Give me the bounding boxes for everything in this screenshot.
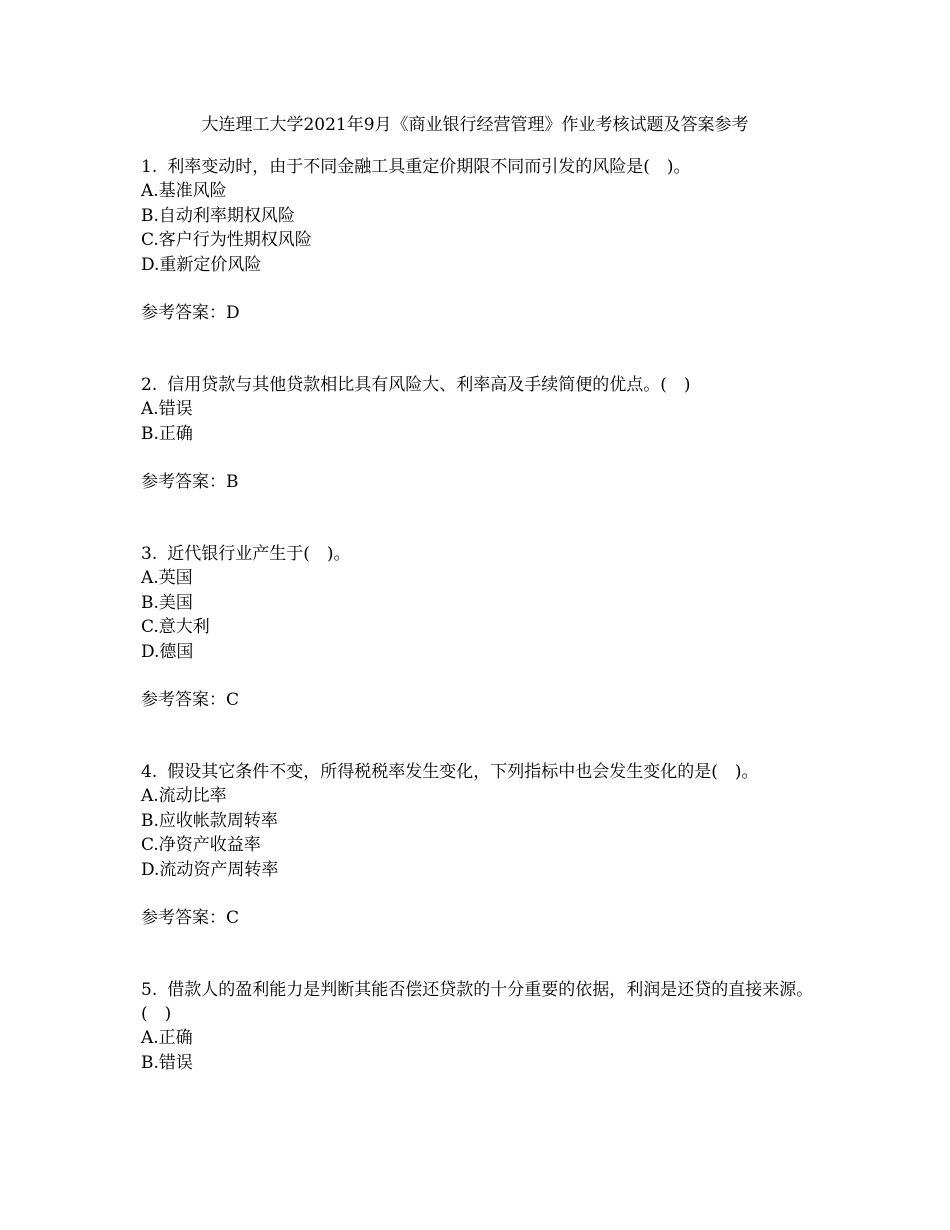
document-title: 大连理工大学2021年9月《商业银行经营管理》作业考核试题及答案参考 <box>201 115 749 135</box>
question-stem <box>141 373 821 397</box>
option-a: A.英国 <box>141 568 193 588</box>
question-text: 利率变动时，由于不同金融工具重定价期限不同而引发的风险是( )。 <box>167 157 691 177</box>
option-b: B.美国 <box>141 592 193 613</box>
option-d: D.德国 <box>141 641 194 662</box>
question-number: 4. <box>141 762 158 782</box>
option-a: A.错误 <box>141 399 193 419</box>
question-stem <box>141 542 821 566</box>
option-c: C.客户行为性期权风险 <box>141 230 312 250</box>
question-number: 5. <box>141 980 158 1000</box>
question-number: 3. <box>141 544 158 564</box>
reference-answer: 参考答案：B <box>141 472 239 492</box>
option-c: C.意大利 <box>141 617 210 637</box>
question-stem <box>141 155 821 179</box>
option-b: B.自动利率期权风险 <box>141 205 295 226</box>
question-number: 2. <box>141 375 158 395</box>
question-text: 信用贷款与其他贷款相比具有风险大、利率高及手续简便的优点。( ) <box>167 375 691 395</box>
question-number: 1. <box>141 157 158 177</box>
option-d: D.流动资产周转率 <box>141 859 279 880</box>
option-b: B.正确 <box>141 423 193 444</box>
question-3 <box>141 542 821 712</box>
question-list <box>141 155 821 1075</box>
reference-answer: 参考答案：C <box>141 690 240 710</box>
question-2 <box>141 373 821 494</box>
question-text: 借款人的盈利能力是判断其能否偿还贷款的十分重要的依据，利润是还贷的直接来源。( ) <box>141 980 814 1024</box>
question-4 <box>141 760 821 930</box>
option-b: B.错误 <box>141 1052 193 1073</box>
question-text: 假设其它条件不变，所得税税率发生变化，下列指标中也会发生变化的是( )。 <box>167 762 759 782</box>
reference-answer: 参考答案：C <box>141 908 240 928</box>
option-b: B.应收帐款周转率 <box>141 810 278 831</box>
question-text: 近代银行业产生于( )。 <box>167 544 351 564</box>
option-a: A.正确 <box>141 1028 193 1048</box>
option-a: A.流动比率 <box>141 786 227 806</box>
option-d: D.重新定价风险 <box>141 254 262 275</box>
reference-answer: 参考答案：D <box>141 303 240 323</box>
question-stem <box>141 760 821 784</box>
question-stem <box>141 978 821 1026</box>
option-c: C.净资产收益率 <box>141 835 261 855</box>
question-1 <box>141 155 821 325</box>
question-5 <box>141 978 821 1075</box>
option-a: A.基准风险 <box>141 181 227 201</box>
